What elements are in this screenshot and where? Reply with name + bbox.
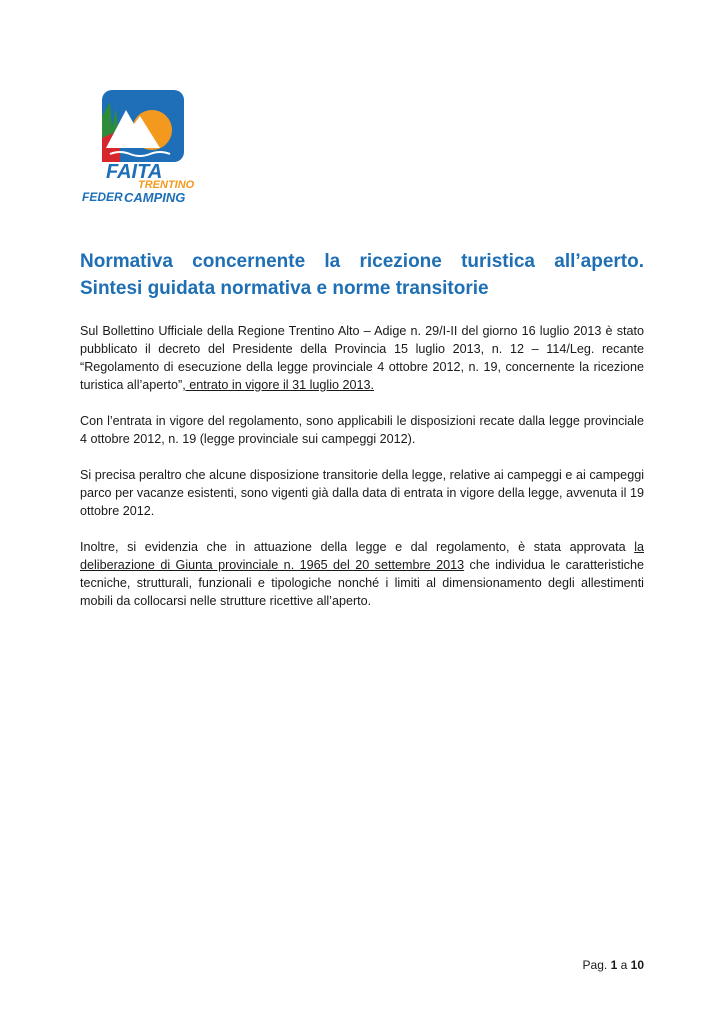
document-title-line2: Sintesi guidata normativa e norme transitorie: [80, 278, 489, 299]
page-sep: a: [620, 958, 628, 972]
document-title-line1: Normativa concernente la ricezione turistica all’aperto.: [80, 251, 644, 272]
logo-feder-text: FEDER: [82, 190, 123, 204]
paragraph-1: [80, 322, 644, 394]
page-current: 1: [610, 958, 618, 972]
page-total: 10: [630, 958, 644, 972]
paragraph-2: Con l’entrata in vigore del regolamento, sono applicabili le disposizioni recate dalla legge provinciale 4 ottobre 2012, n. 19 (legge provinciale sui campeggi 2012).: [80, 414, 644, 446]
paragraph-1-underlined: , entrato in vigore il 31 luglio 2013.: [182, 378, 375, 392]
page-prefix: Pag.: [582, 958, 608, 972]
document-body: [80, 322, 644, 628]
deliberazione-link[interactable]: la deliberazione di Giunta provinciale n. 1965 del 20 settembre 2013: [80, 540, 644, 572]
paragraph-1-text: Sul Bollettino Ufficiale della Regione Trentino Alto – Adige n. 29/I-II del giorno 16 luglio 2013 è stato pubblicato il decreto del Presidente della Provincia 15 luglio 2013, n. 12 – 114/Leg. recante “Regolamento di esecuzione della legge provinciale 4 ottobre 2012, n. 19, concernente la ricezione turistica all’aperto”: [80, 324, 644, 392]
logo-faita-text: FAITA: [106, 161, 163, 183]
paragraph-4-start: Inoltre, si evidenzia che in attuazione della legge e dal regolamento, è stata approvata: [80, 540, 635, 554]
logo-trentino-text: TRENTINO: [138, 179, 195, 191]
paragraph-3: Si precisa peraltro che alcune disposizione transitorie della legge, relative ai campeggi e ai campeggi parco per vacanze esistenti, sono vigenti già dalla data di entrata in vigore della legge, avvenuta il 19 ottobre 2012.: [80, 468, 644, 518]
document-title: [80, 248, 644, 302]
paragraph-4-end: che individua le caratteristiche tecniche, strutturali, funzionali e tipologiche nonché i limiti al dimensionamento degli allestimenti mobili da collocarsi nelle strutture ricettive all’aperto.: [80, 558, 644, 608]
paragraph-4: [80, 538, 644, 610]
page-number: [583, 958, 644, 972]
faita-federcamping-logo: [80, 88, 204, 206]
logo-camping-text: CAMPING: [124, 190, 186, 205]
